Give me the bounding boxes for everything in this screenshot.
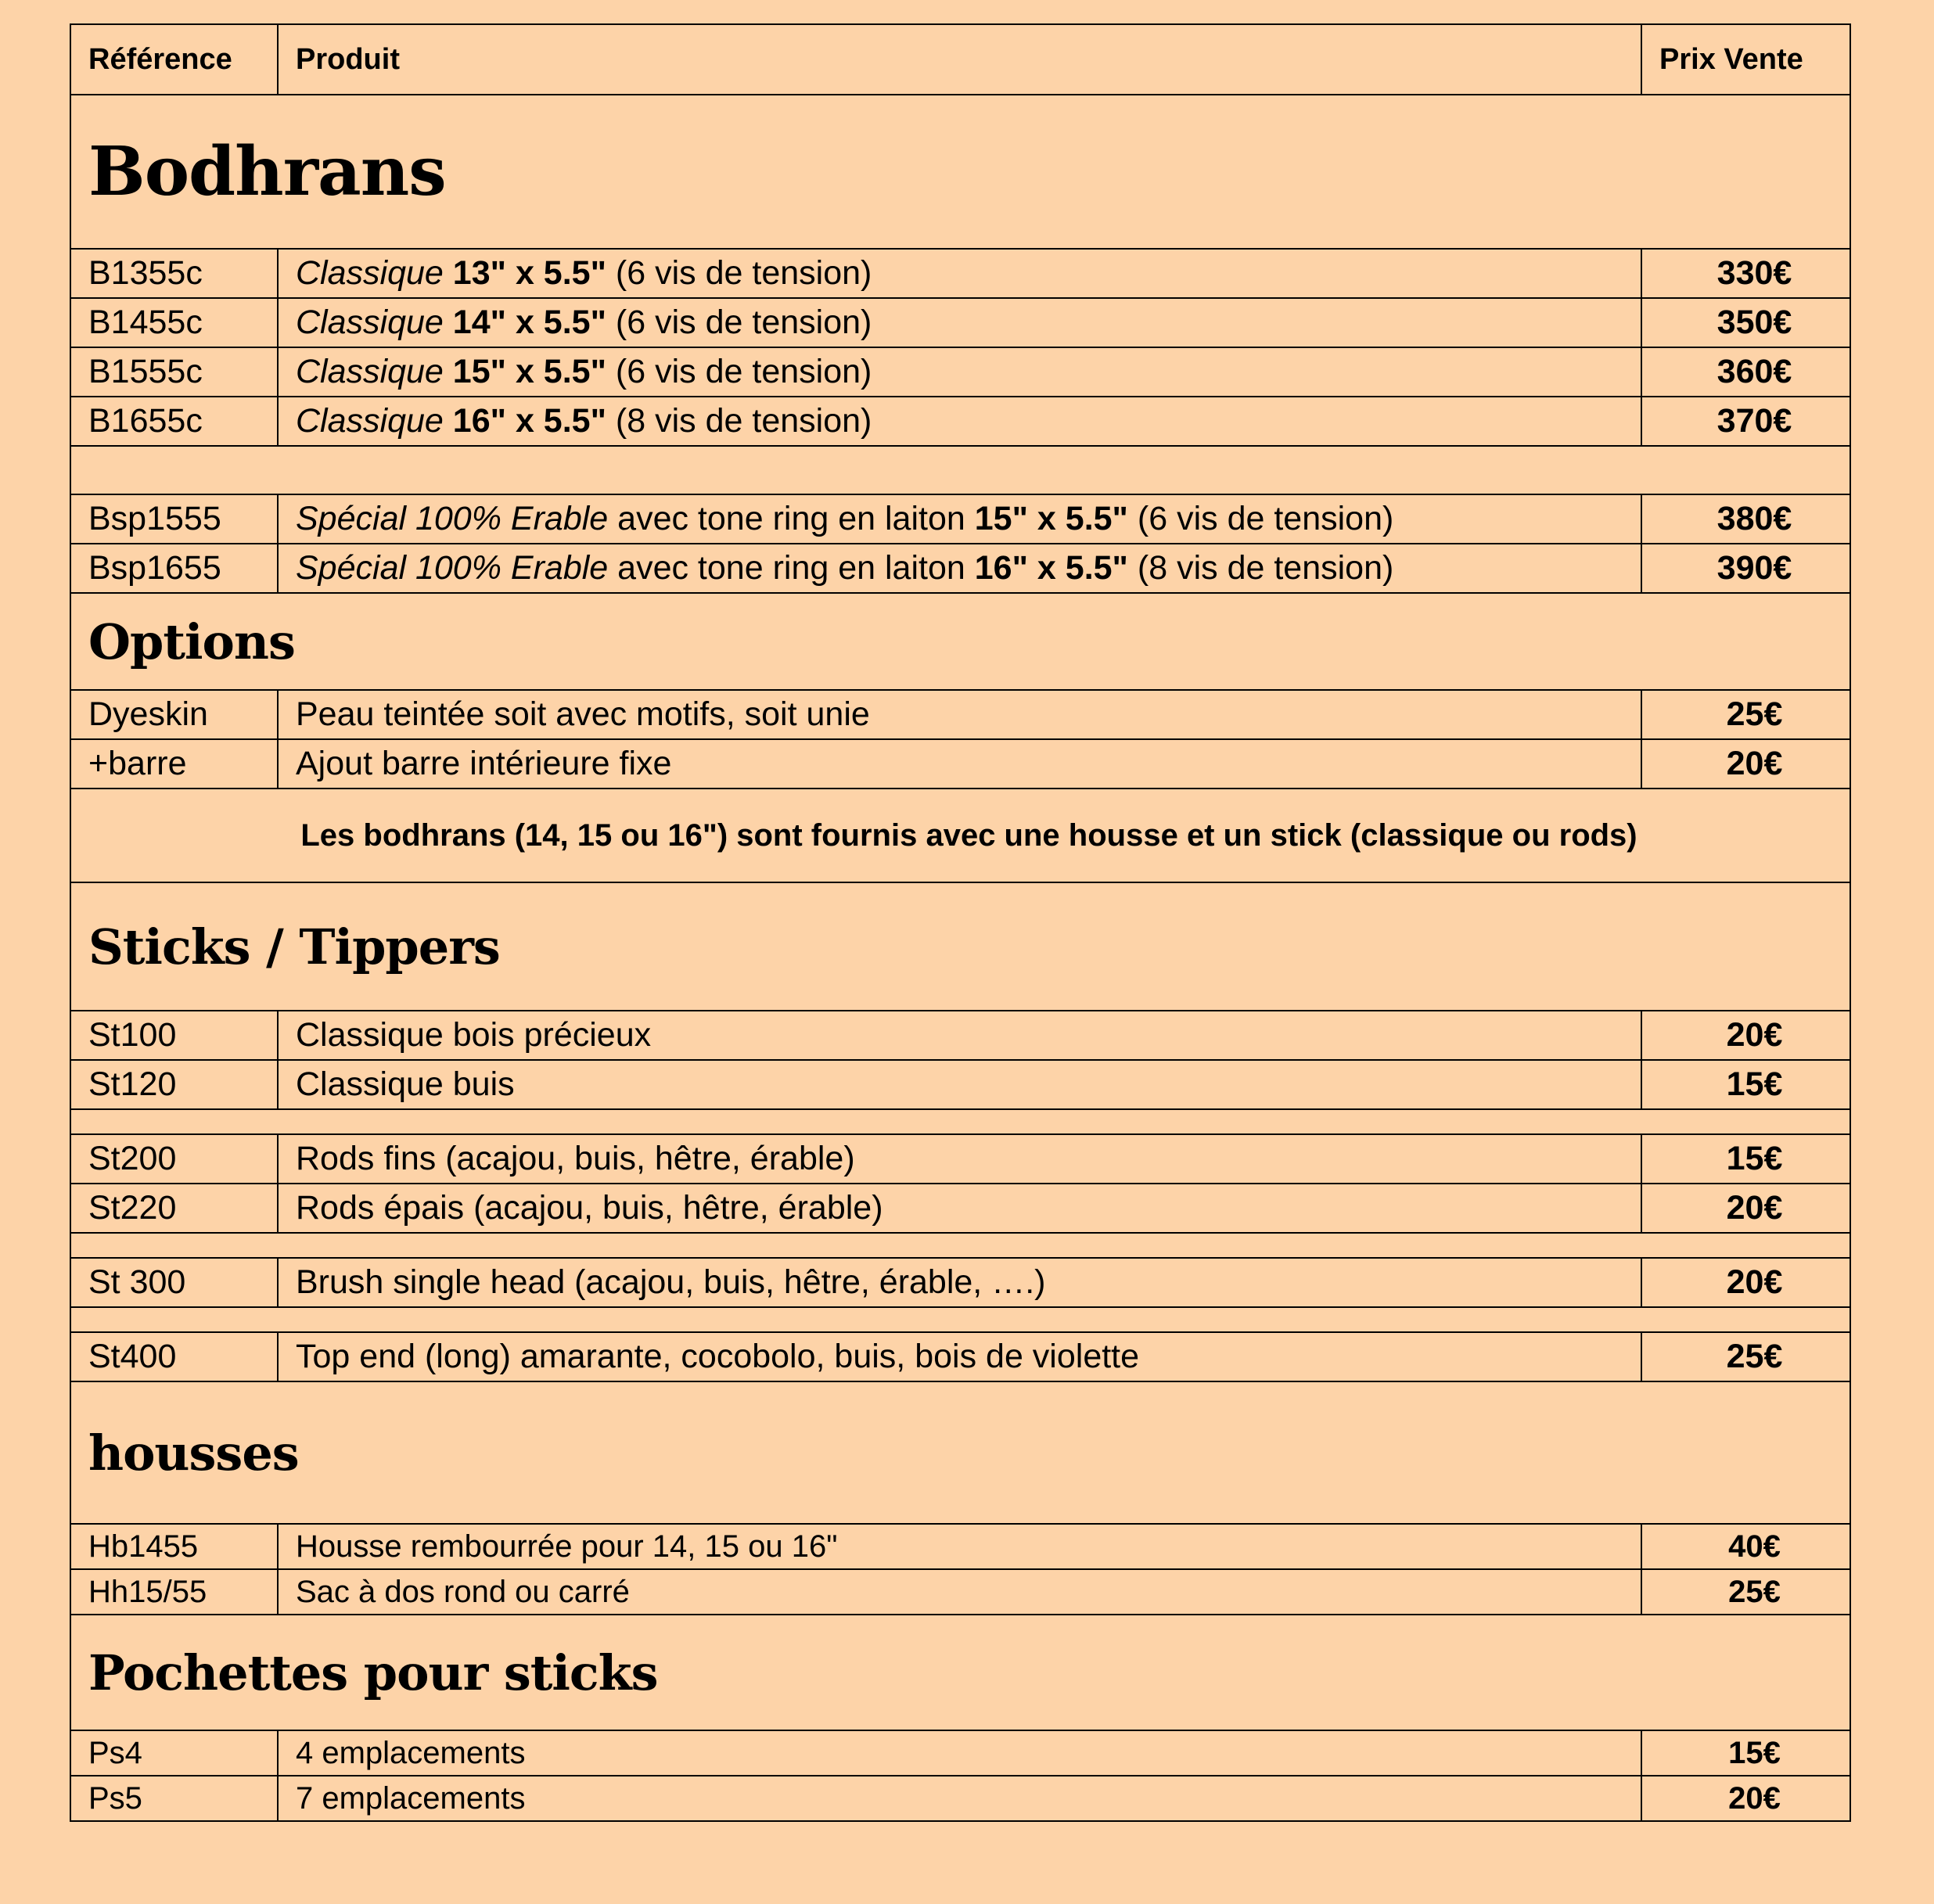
ref-cell: St400 [70,1332,278,1381]
ref-cell: Bsp1655 [70,544,278,593]
price-cell: 25€ [1641,1332,1850,1381]
product-cell: Peau teintée soit avec motifs, soit unie [278,690,1641,739]
price-cell: 15€ [1641,1060,1850,1109]
size: 14" x 5.5" [452,304,606,341]
header-prix: Prix Vente [1641,24,1850,95]
detail: (6 vis de tension) [615,353,872,390]
table-row [70,739,1850,789]
table-row [70,1776,1850,1821]
detail: (8 vis de tension) [1137,549,1394,587]
product-cell [278,544,1641,593]
spacer-row [70,1307,1850,1332]
ref-cell: Ps4 [70,1730,278,1776]
section-title-options: Options [70,593,1850,690]
table-row [70,347,1850,397]
table-row [70,690,1850,739]
ref-cell: B1355c [70,249,278,298]
table-row [70,544,1850,593]
size: 16" x 5.5" [974,549,1128,587]
product-cell: 7 emplacements [278,1776,1641,1821]
section-row [70,95,1850,249]
size: 13" x 5.5" [452,254,606,292]
price-cell: 370€ [1641,397,1850,446]
ref-cell: St 300 [70,1258,278,1307]
product-cell: Classique bois précieux [278,1011,1641,1060]
ref-cell: Hh15/55 [70,1569,278,1615]
size: 15" x 5.5" [974,500,1128,537]
table-header-row [70,24,1850,95]
price-cell: 390€ [1641,544,1850,593]
price-cell: 15€ [1641,1134,1850,1184]
product-cell: Top end (long) amarante, cocobolo, buis, bois de violette [278,1332,1641,1381]
spacer-cell [70,1307,1850,1332]
header-reference: Référence [70,24,278,95]
product-cell [278,494,1641,544]
ref-cell: Dyeskin [70,690,278,739]
section-title-bodhrans: Bodhrans [70,95,1850,249]
table-row [70,1258,1850,1307]
ref-cell: St100 [70,1011,278,1060]
price-cell: 20€ [1641,1258,1850,1307]
section-title-pochettes: Pochettes pour sticks [70,1615,1850,1730]
detail: (6 vis de tension) [615,304,872,341]
spacer-cell [70,1109,1850,1134]
ref-cell: B1455c [70,298,278,347]
detail: (8 vis de tension) [615,402,872,440]
table-row [70,494,1850,544]
section-title-sticks: Sticks / Tippers [70,882,1850,1011]
price-cell: 20€ [1641,1184,1850,1233]
detail: (6 vis de tension) [1137,500,1394,537]
table-row [70,1011,1850,1060]
product-cell: Housse rembourrée pour 14, 15 ou 16" [278,1524,1641,1569]
model-name: Classique [296,353,444,390]
table-row [70,1060,1850,1109]
ref-cell: B1655c [70,397,278,446]
header-produit: Produit [278,24,1641,95]
product-cell: Brush single head (acajou, buis, hêtre, érable, ….) [278,1258,1641,1307]
table-row [70,397,1850,446]
price-cell: 380€ [1641,494,1850,544]
table-row [70,1184,1850,1233]
section-title-housses: housses [70,1381,1850,1524]
ref-cell: Bsp1555 [70,494,278,544]
table-row [70,1524,1850,1569]
spacer-row [70,1233,1850,1258]
product-cell [278,298,1641,347]
model-name: Classique [296,402,444,440]
price-cell: 40€ [1641,1524,1850,1569]
section-row [70,1381,1850,1524]
price-cell: 15€ [1641,1730,1850,1776]
product-cell: Ajout barre intérieure fixe [278,739,1641,789]
model-name: Spécial 100% Erable [296,500,609,537]
included-accessories-note: Les bodhrans (14, 15 ou 16") sont fournis avec une housse et un stick (classique ou rods) [70,789,1850,882]
price-cell: 25€ [1641,690,1850,739]
ref-cell: Hb1455 [70,1524,278,1569]
model-name: Classique [296,304,444,341]
size: 15" x 5.5" [452,353,606,390]
price-cell: 350€ [1641,298,1850,347]
table-row [70,298,1850,347]
price-cell: 20€ [1641,1776,1850,1821]
product-cell [278,249,1641,298]
ref-cell: St120 [70,1060,278,1109]
product-cell [278,397,1641,446]
price-list-table [70,23,1851,1822]
product-cell: Classique buis [278,1060,1641,1109]
product-cell: Rods épais (acajou, buis, hêtre, érable) [278,1184,1641,1233]
table-row [70,249,1850,298]
ref-cell: B1555c [70,347,278,397]
table-row [70,1569,1850,1615]
spacer-row [70,1109,1850,1134]
feature: avec tone ring en laiton [617,500,965,537]
spacer-row [70,446,1850,494]
product-cell [278,347,1641,397]
model-name: Classique [296,254,444,292]
product-cell: 4 emplacements [278,1730,1641,1776]
price-cell: 20€ [1641,739,1850,789]
price-cell: 360€ [1641,347,1850,397]
note-row [70,789,1850,882]
price-cell: 330€ [1641,249,1850,298]
price-cell: 20€ [1641,1011,1850,1060]
ref-cell: Ps5 [70,1776,278,1821]
detail: (6 vis de tension) [615,254,872,292]
section-row [70,1615,1850,1730]
section-row [70,593,1850,690]
model-name: Spécial 100% Erable [296,549,609,587]
price-cell: 25€ [1641,1569,1850,1615]
table-row [70,1332,1850,1381]
section-row [70,882,1850,1011]
table-row [70,1730,1850,1776]
size: 16" x 5.5" [452,402,606,440]
feature: avec tone ring en laiton [617,549,965,587]
ref-cell: St200 [70,1134,278,1184]
table-row [70,1134,1850,1184]
spacer-cell [70,446,1850,494]
product-cell: Sac à dos rond ou carré [278,1569,1641,1615]
ref-cell: St220 [70,1184,278,1233]
product-cell: Rods fins (acajou, buis, hêtre, érable) [278,1134,1641,1184]
ref-cell: +barre [70,739,278,789]
spacer-cell [70,1233,1850,1258]
